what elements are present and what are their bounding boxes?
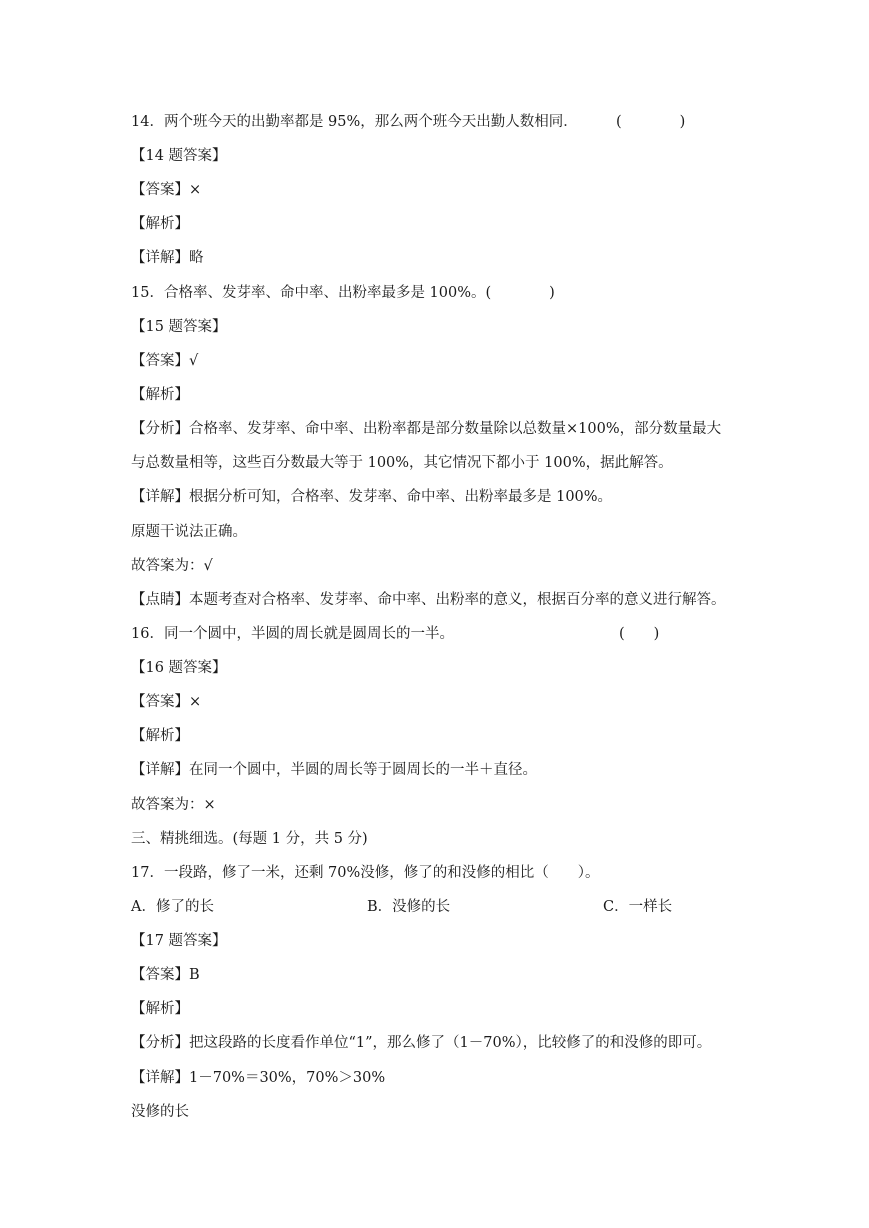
analysis-tag-16: 【解析】 [131, 728, 189, 744]
analysis-17: 【分析】把这段路的长度看作单位“1”，那么修了（1－70%），比较修了的和没修的即可。 [131, 1035, 712, 1051]
analysis-15-line2: 与总数量相等，这些百分数最大等于 100%，其它情况下都小于 100%，据此解答。 [131, 455, 673, 471]
detail-16: 【详解】在同一个圆中，半圆的周长等于圆周长的一半＋直径。 [131, 762, 537, 778]
detail-17: 【详解】1－70%＝30%，70%＞30% [131, 1070, 386, 1086]
option-b: B．没修的长 [367, 899, 451, 915]
question-17: 17．一段路，修了一米，还剩 70%没修，修了的和没修的相比（ ）。 [131, 865, 600, 881]
analysis-15-line1: 【分析】合格率、发芽率、命中率、出粉率都是部分数量除以总数量×100%，部分数量最大 [131, 421, 722, 437]
answer-header-15: 【15 题答案】 [131, 319, 227, 335]
question-14 [131, 112, 686, 132]
answer-header-14: 【14 题答案】 [131, 148, 227, 164]
analysis-tag-15: 【解析】 [131, 387, 189, 403]
option-c: C．一样长 [603, 899, 673, 915]
question-14-text: 14．两个班今天的出勤率都是 95%，那么两个班今天出勤人数相同． [131, 114, 578, 130]
question-16 [131, 624, 660, 644]
answer-15: 【答案】√ [131, 353, 199, 369]
detail-15-conclusion: 原题干说法正确。 [131, 524, 247, 540]
question-14-blank: ( ) [616, 114, 686, 130]
detail-15: 【详解】根据分析可知，合格率、发芽率、命中率、出粉率最多是 100%。 [131, 489, 613, 505]
question-16-text: 16．同一个圆中，半圆的周长就是圆周长的一半。 [131, 626, 454, 642]
analysis-tag-17: 【解析】 [131, 1001, 189, 1017]
answer-header-17: 【17 题答案】 [131, 933, 227, 949]
section-3-title: 三、精挑细选。(每题 1 分，共 5 分) [131, 831, 368, 847]
detail-14: 【详解】略 [131, 250, 204, 266]
analysis-tag-14: 【解析】 [131, 216, 189, 232]
answer-17: 【答案】B [131, 967, 200, 983]
conclusion-17: 没修的长 [131, 1104, 189, 1120]
question-15: 15．合格率、发芽率、命中率、出粉率最多是 100%。( ) [131, 285, 555, 301]
final-answer-16: 故答案为：× [131, 797, 216, 813]
comment-15: 【点睛】本题考查对合格率、发芽率、命中率、出粉率的意义，根据百分率的意义进行解答。 [131, 592, 726, 608]
answer-16: 【答案】× [131, 694, 202, 710]
option-a: A．修了的长 [131, 899, 214, 915]
answer-14: 【答案】× [131, 182, 202, 198]
question-16-blank: ( ) [619, 626, 660, 642]
answer-header-16: 【16 题答案】 [131, 660, 227, 676]
final-answer-15: 故答案为：√ [131, 558, 213, 574]
